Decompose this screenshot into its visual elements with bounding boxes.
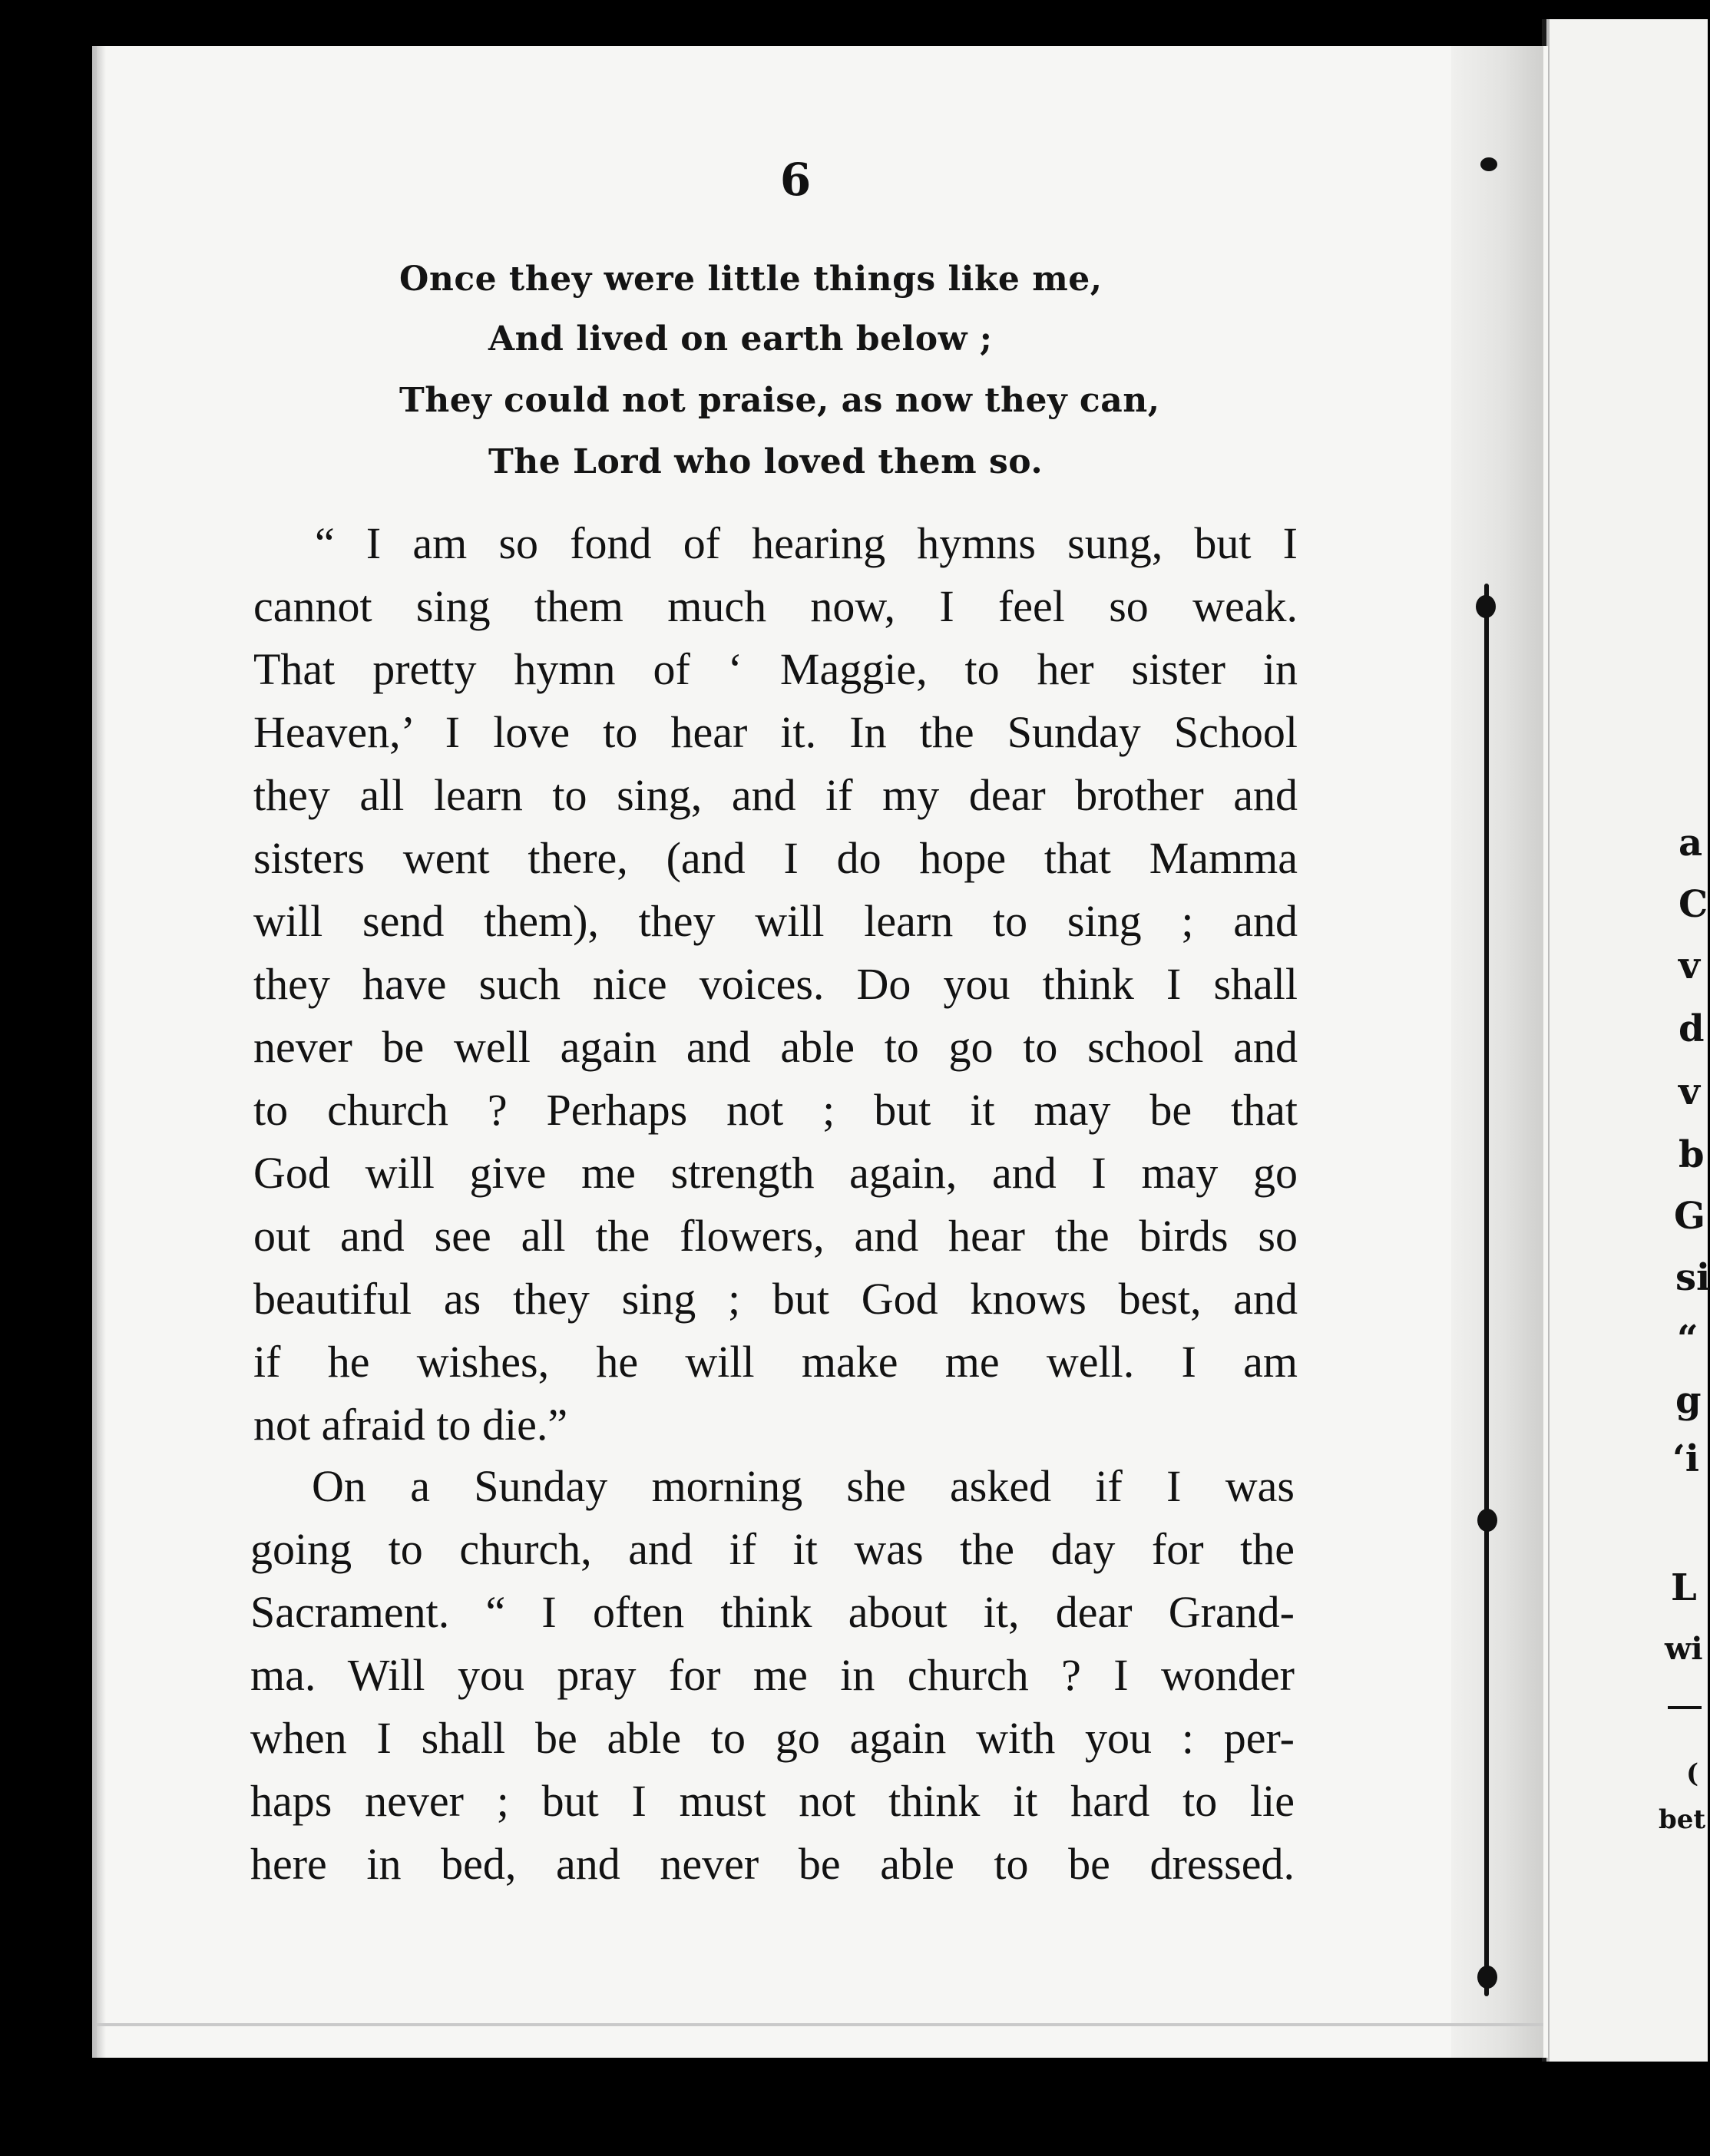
next-page-fragment: d [1679,1007,1705,1050]
next-page-fragment: g [1675,1379,1702,1422]
next-page-fragment: C [1679,883,1708,926]
next-page-fragment: L [1671,1566,1697,1609]
stitch-knot [1477,1509,1497,1532]
poem-line: The Lord who loved them so. [488,442,1044,481]
next-page-fragment: “ [1677,1318,1698,1361]
poem-line: Once they were little things like me, [399,260,1103,299]
next-page-fragment: si [1675,1256,1710,1299]
book-gutter [1451,46,1543,2058]
next-page-fragment: wi [1665,1631,1703,1667]
next-page-fragment: bet [1659,1804,1706,1835]
stitch-knot [1477,1966,1497,1989]
text-line: will send them), they will learn to sing ; and [253,896,1298,946]
text-line: That pretty hymn of ‘ Maggie, to her sister in [253,644,1298,694]
next-page-fragment: v [1679,1070,1700,1113]
page-left-shadow [92,46,106,2058]
text-line: never be well again and able to go to school and [253,1022,1298,1072]
text-line: God will give me strength again, and I may go [253,1148,1298,1198]
stitch-knot [1476,595,1496,618]
text-line: Heaven,’ I love to hear it. In the Sunday School [253,707,1298,757]
next-page-fragment: G [1674,1195,1705,1238]
stitch-knot [1480,157,1497,171]
page-bottom-edge [97,2023,1543,2026]
next-page-fragment: ‘i [1672,1437,1699,1480]
next-page-fragment: v [1679,944,1700,987]
poem-line: And lived on earth below ; [488,319,993,359]
next-page-rule [1668,1706,1702,1709]
text-line: “ I am so fond of hearing hymns sung, but I [315,518,1298,568]
text-line: going to church, and if it was the day for the [250,1524,1295,1574]
text-line: they all learn to sing, and if my dear brother and [253,770,1298,820]
text-line: ma. Will you pray for me in church ? I wonder [250,1650,1295,1700]
text-line: here in bed, and never be able to be dressed. [250,1839,1295,1889]
text-line: sisters went there, (and I do hope that Mamma [253,833,1298,883]
next-page-fragment: ( [1686,1758,1699,1789]
text-line: not afraid to die.” [253,1400,568,1450]
text-line: to church ? Perhaps not ; but it may be that [253,1085,1298,1135]
next-page-fragment: a [1679,822,1703,865]
text-line: haps never ; but I must not think it hard to lie [250,1776,1295,1826]
text-line: beautiful as they sing ; but God knows best, and [253,1274,1298,1324]
text-line: out and see all the flowers, and hear the birds so [253,1211,1298,1261]
page-number: 6 [779,154,812,206]
poem-line: They could not praise, as now they can, [399,381,1160,420]
text-line: cannot sing them much now, I feel so weak. [253,581,1298,631]
text-line: On a Sunday morning she asked if I was [312,1461,1295,1511]
text-line: Sacrament. “ I often think about it, dear Grand- [250,1587,1295,1637]
binding-stitch [1484,584,1489,1996]
text-line: if he wishes, he will make me well. I am [253,1337,1298,1387]
next-page-fragment: b [1679,1133,1705,1176]
text-line: when I shall be able to go again with you : per- [250,1713,1295,1763]
text-line: they have such nice voices. Do you think I shall [253,959,1298,1009]
